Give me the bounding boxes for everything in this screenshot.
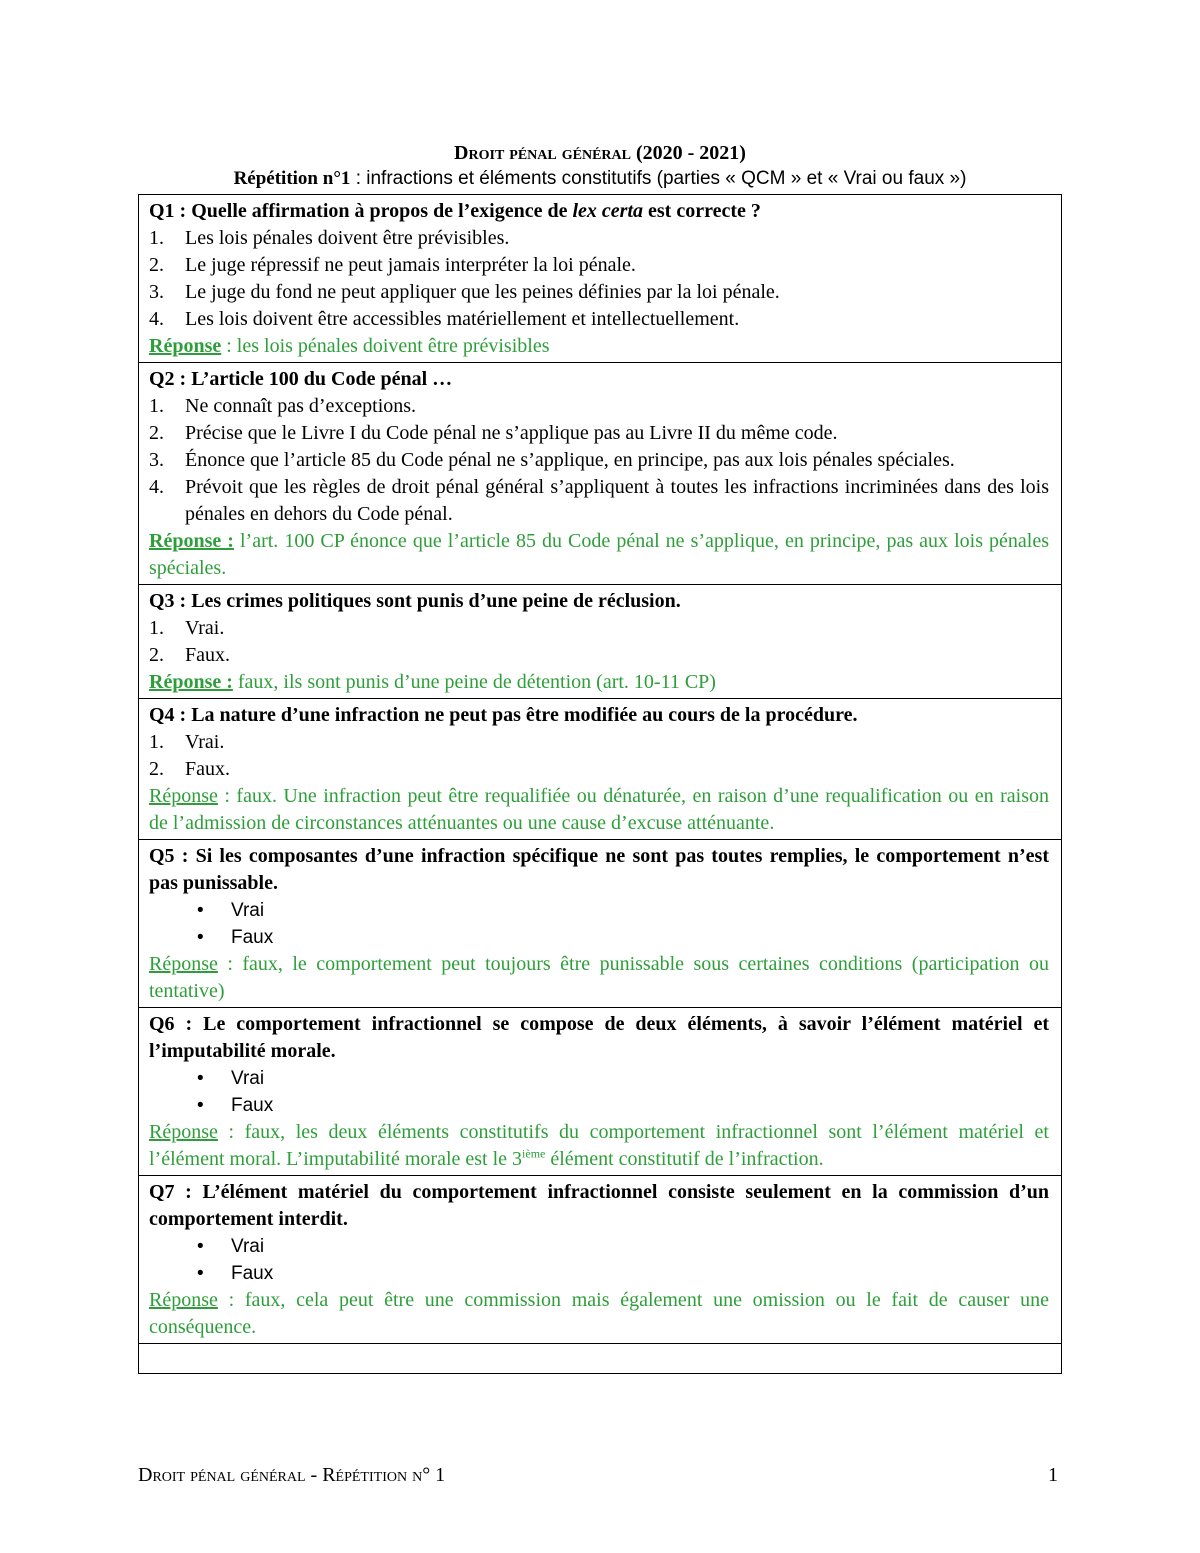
option-item: 2. Faux. [149, 644, 230, 666]
subtitle-rest: : infractions et éléments constitutifs (parties « QCM » et « Vrai ou faux ») [350, 168, 967, 189]
bullets-list-q5 [149, 897, 1049, 951]
option-item: 3. Le juge du fond ne peut appliquer que les peines définies par la loi pénale. [149, 281, 780, 303]
bullet-icon: • [197, 1068, 204, 1089]
answer-label: Réponse [149, 785, 218, 807]
bullet-icon: • [197, 927, 204, 948]
document-title: Droit pénal général (2020 - 2021) [454, 142, 746, 164]
answer-label: Réponse [149, 1121, 218, 1143]
answer-label: Réponse [149, 335, 222, 357]
options-list-q4 [149, 729, 1049, 783]
question-row-q1 [139, 195, 1062, 363]
answer-q2: Réponse : l’art. 100 CP énonce que l’article 85 du Code pénal ne s’applique, en principe, pas aux lois pénales spéciales. [149, 530, 1049, 579]
document-header [138, 140, 1062, 192]
page-footer [138, 1462, 1062, 1488]
bullet-item: • Vrai [149, 1233, 1049, 1260]
bullets-list-q7 [149, 1233, 1049, 1287]
option-item: 4. Prévoit que les règles de droit pénal général s’appliquent à toutes les infractions incriminées dans des lois pénales en dehors du Code pénal. [149, 476, 1049, 525]
document-subtitle [138, 166, 1062, 192]
bullet-item: • Vrai [149, 1065, 1049, 1092]
answer-label: Réponse : [149, 671, 233, 693]
bullet-icon: • [197, 1236, 204, 1257]
option-item: 3. Énonce que l’article 85 du Code pénal ne s’applique, en principe, pas aux lois pénales spéciales. [149, 449, 955, 471]
answer-label: Réponse [149, 953, 218, 975]
question-row-q7 [139, 1176, 1062, 1344]
options-list-q1 [149, 225, 1049, 333]
answer-label: Réponse : [149, 530, 234, 552]
option-item: 1. Vrai. [149, 731, 225, 753]
bullets-list-q6 [149, 1065, 1049, 1119]
question-q7: Q7 : L’élément matériel du comportement infractionnel consiste seulement en la commission d’un comportement interdit. [149, 1181, 1049, 1230]
answer-q3: Réponse : faux, ils sont punis d’une peine de détention (art. 10-11 CP) [149, 671, 716, 693]
option-item: 1. Vrai. [149, 617, 225, 639]
lex-certa-term: lex certa [572, 200, 643, 222]
footer-text: Droit pénal général - Répétition n° 1 [138, 1464, 446, 1486]
answer-q4: Réponse : faux. Une infraction peut être requalifiée ou dénaturée, en raison d’une requalification ou en raison de l’admission de circonstances atténuantes ou une cause d’excuse atténuante. [149, 785, 1049, 834]
question-row-q3 [139, 585, 1062, 699]
option-item: 2. Le juge répressif ne peut jamais interpréter la loi pénale. [149, 254, 636, 276]
option-item: 4. Les lois doivent être accessibles matériellement et intellectuellement. [149, 308, 740, 330]
question-q3: Q3 : Les crimes politiques sont punis d’une peine de réclusion. [149, 590, 681, 612]
option-item: 1. Les lois pénales doivent être prévisibles. [149, 227, 510, 249]
options-list-q3 [149, 615, 1049, 669]
question-q4: Q4 : La nature d’une infraction ne peut pas être modifiée au cours de la procédure. [149, 704, 858, 726]
superscript: ième [522, 1146, 546, 1161]
answer-q6: Réponse : faux, les deux éléments constitutifs du comportement infractionnel sont l’élément matériel et l’élément moral. L’imputabilité morale est le 3ième élément constitutif de l’infraction. [149, 1121, 1049, 1170]
subtitle-bold: Répétition n°1 [233, 168, 351, 189]
bullet-item: • Faux [149, 924, 1049, 951]
question-q5: Q5 : Si les composantes d’une infraction spécifique ne sont pas toutes remplies, le comportement n’est pas punissable. [149, 845, 1049, 894]
answer-q5: Réponse : faux, le comportement peut toujours être punissable sous certaines conditions (participation ou tentative) [149, 953, 1049, 1002]
answer-q1: Réponse : les lois pénales doivent être prévisibles [149, 335, 550, 357]
question-row-q4 [139, 699, 1062, 840]
page-number: 1 [1048, 1464, 1058, 1486]
options-list-q2 [149, 393, 1049, 528]
empty-row [139, 1344, 1062, 1374]
bullet-item: • Faux [149, 1260, 1049, 1287]
bullet-item: • Vrai [149, 897, 1049, 924]
question-q6: Q6 : Le comportement infractionnel se compose de deux éléments, à savoir l’élément matériel et l’imputabilité morale. [149, 1013, 1049, 1062]
answer-label: Réponse [149, 1289, 218, 1311]
option-item: 2. Précise que le Livre I du Code pénal ne s’applique pas au Livre II du même code. [149, 422, 838, 444]
option-item: 1. Ne connaît pas d’exceptions. [149, 395, 417, 417]
question-q1: Q1 : Quelle affirmation à propos de l’exigence de lex certa est correcte ? [149, 200, 761, 222]
bullet-icon: • [197, 1095, 204, 1116]
question-row-q5 [139, 840, 1062, 1008]
question-row-q2 [139, 363, 1062, 585]
question-row-q6 [139, 1008, 1062, 1176]
option-item: 2. Faux. [149, 758, 230, 780]
bullet-icon: • [197, 1263, 204, 1284]
question-q2: Q2 : L’article 100 du Code pénal … [149, 368, 453, 390]
answer-q7: Réponse : faux, cela peut être une commission mais également une omission ou le fait de causer une conséquence. [149, 1289, 1049, 1338]
questions-table [138, 194, 1062, 1374]
bullet-item: • Faux [149, 1092, 1049, 1119]
bullet-icon: • [197, 900, 204, 921]
